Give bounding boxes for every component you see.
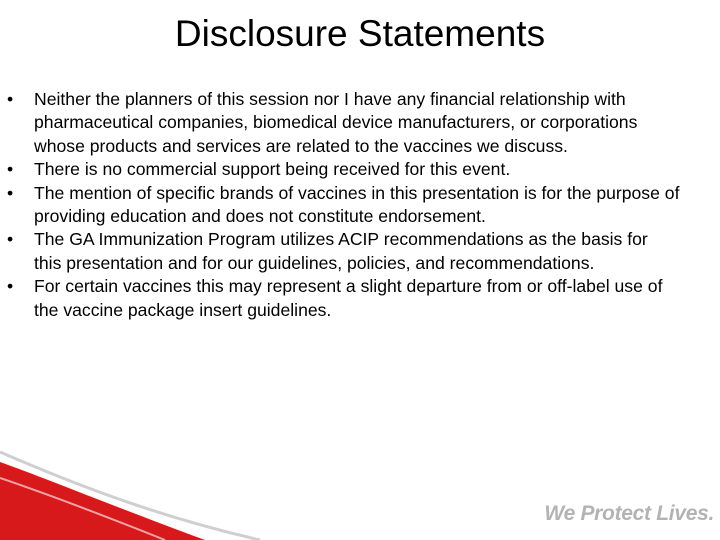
bullet-text: There is no commercial support being received for this event. [34, 159, 511, 180]
tagline: We Protect Lives. [544, 502, 714, 525]
slide-title: Disclosure Statements [174, 13, 546, 54]
bullet-marker: • [7, 159, 14, 180]
bullet-marker: • [7, 182, 14, 203]
bullet-text: Neither the planners of this session nor I have any financial relationship with pharmaceutical companies, biomedical device manufacturers, or corporations whose products and services are related to the vaccines we discuss. [34, 89, 638, 156]
bullet-marker: • [7, 229, 14, 250]
bullet-marker: • [7, 89, 14, 109]
bullet-text: For certain vaccines this may represent a slight departure from or off-label use of the vaccine package insert guidelines. [34, 276, 663, 320]
red-swoosh-fill [0, 462, 205, 540]
bullet-marker: • [7, 276, 14, 297]
bullet-text: The GA Immunization Program utilizes ACIP recommendations as the basis for this presentation and for our guidelines, policies, and recommendations. [34, 229, 648, 273]
bullet-text: The mention of specific brands of vaccines in this presentation is for the purpose of providing education and does not constitute endorsement. [34, 182, 680, 227]
